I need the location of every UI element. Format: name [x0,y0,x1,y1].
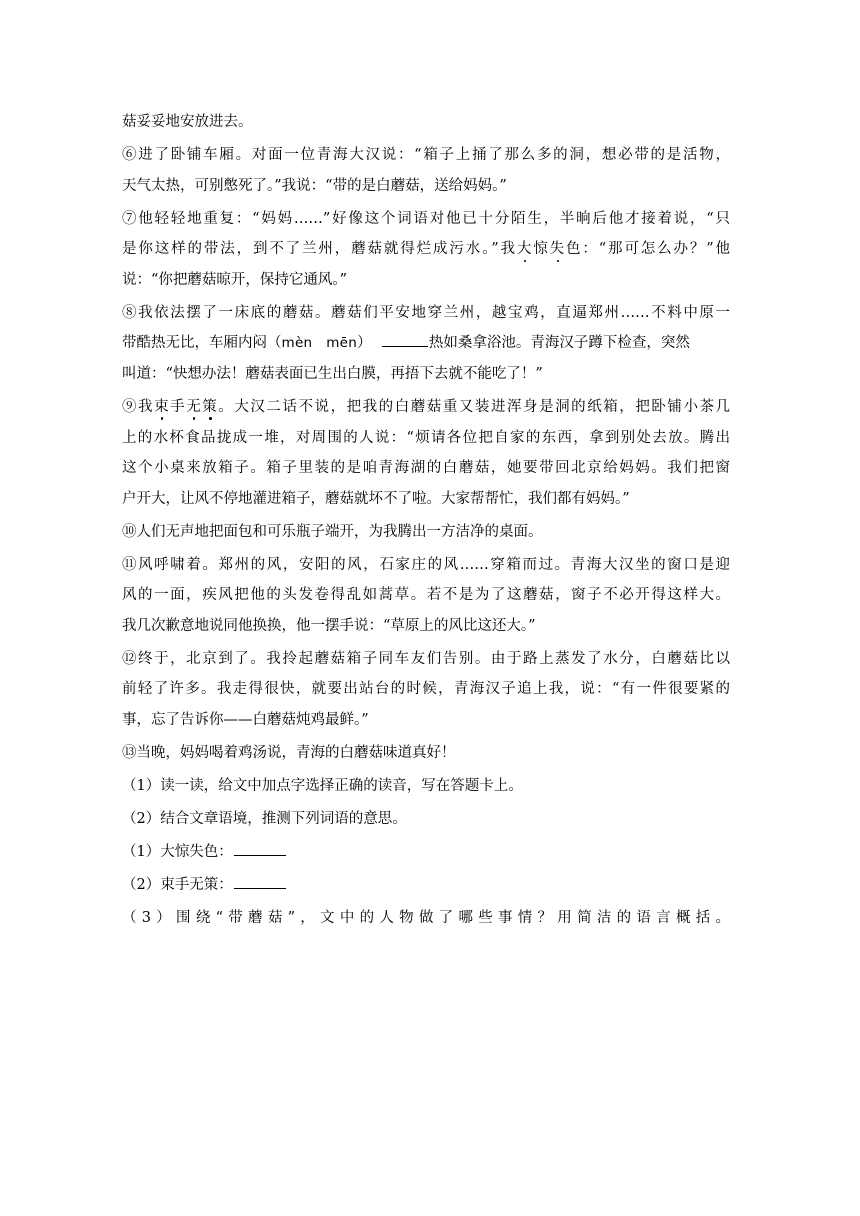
question-1: （1）读一读，给文中加点字选择正确的读音，写在答题卡上。 [122,777,523,794]
paragraph-12-line-3: 事，忘了告诉你——白蘑菇炖鸡最鲜。” [122,712,369,729]
text-segment: ） [357,335,372,352]
paragraph-9-line-3: 这个小桌来放箱子。箱子里装的是咱青海湖的白蘑菇，她要带回北京给妈妈。我们把窗 [122,460,730,477]
paragraph-8-line-2 [122,328,730,359]
paragraph-9-line-1 [122,392,730,423]
paragraph-12-line-2: 前轻了许多。我走得很快，就要出站台的时候，青海汉子追上我，说：“有一件很要紧的 [122,681,730,698]
question-3: （3）围绕“带蘑菇”，文中的人物做了哪些事情？用简洁的语言概括。 [122,909,730,926]
text-segment: ⑨我 [122,398,155,415]
paragraph-11-line-2: 风的一面，疾风把他的头发卷得乱如蒿草。若不是为了这蘑菇，窗子不必开得这样大。 [122,587,730,604]
pinyin-options: mèn mēn [281,335,358,352]
text-segment: 手 [170,398,187,415]
paragraph-9-line-4: 户开大，让风不停地灌进箱子，蘑菇就坏不了啦。大家帮帮忙，我们都有妈妈。” [122,490,630,507]
text-segment: 。大汉二话不说，把我的白蘑菇重又装进浑身是洞的纸箱，把卧铺小茶几 [218,398,731,415]
paragraph-7-line-2 [122,234,730,265]
answer-blank[interactable] [234,875,286,889]
paragraph-11-line-1: ⑪风呼啸着。郑州的风，安阳的风，石家庄的风……穿箱而过。青海大汉坐的窗口是迎 [122,556,730,573]
question-2-item-2 [122,870,730,901]
paragraph-7-line-1: ⑦他轻轻地重复：“妈妈……”好像这个词语对他已十分陌生，半晌后他才接着说，“只 [122,210,730,227]
paragraph-13: ⑬当晚，妈妈喝着鸡汤说，青海的白蘑菇味道真好！ [122,745,456,761]
question-2: （2）结合文章语境，推测下列词语的意思。 [122,810,407,827]
text-segment: 热如桑拿浴池。青海汉子蹲下检查，突然 [428,335,690,352]
text-segment: 带酷热无比，车厢内闷（ [122,335,282,352]
dotted-character: 无 [186,398,203,415]
question-2-item-1 [122,837,730,868]
paragraph-8-line-3: 叫道：“快想办法！蘑菇表面已生出白膜，再捂下去就不能吃了！” [122,365,543,382]
reading-passage [122,107,730,934]
dotted-character: 策 [202,398,219,415]
text-segment: 色：“那可怎么办？”他 [566,241,731,258]
paragraph-12-line-1: ⑫终于，北京到了。我拎起蘑菇箱子同车友们告别。由于路上蒸发了水分，白蘑菇比以 [122,650,730,667]
answer-blank[interactable] [382,333,428,347]
text-segment: 是你这样的带法，到不了兰州，蘑菇就得烂成污水。”我 [122,241,517,258]
paragraph-8-line-1: ⑧我依法摆了一床底的蘑菇。蘑菇们平安地穿兰州，越宝鸡，直逼郑州……不料中原一 [122,304,730,321]
paragraph-7-line-3: 说：“你把蘑菇晾开，保持它通风。” [122,271,348,288]
paragraph-6-line-1: ⑥进了卧铺车厢。对面一位青海大汉说：“箱子上捅了那么多的洞，想必带的是活物， [122,146,730,163]
dotted-character: 大 [516,241,534,258]
paragraph-6-line-2: 天气太热，可别憋死了。”我说：“带的是白蘑菇，送给妈妈。” [122,177,507,194]
paragraph-11-line-3: 我几次歉意地说同他换换，他一摆手说：“草原上的风比这还大。” [122,617,536,634]
question-label: （2）束手无策： [122,876,233,893]
paragraph-9-line-2: 上的水杯食品拢成一堆，对周围的人说：“烦请各位把自家的东西，拿到别处去放。腾出 [122,429,730,446]
text-segment: 惊 [533,241,550,258]
paragraph-5-tail: 菇妥妥地安放进去。 [122,114,253,130]
dotted-character: 失 [549,241,566,258]
question-label: （1）大惊失色： [122,843,233,860]
paragraph-10: ⑩人们无声地把面包和可乐瓶子端开，为我腾出一方洁净的桌面。 [122,523,543,540]
answer-blank[interactable] [234,842,286,856]
dotted-character: 束 [154,398,171,415]
